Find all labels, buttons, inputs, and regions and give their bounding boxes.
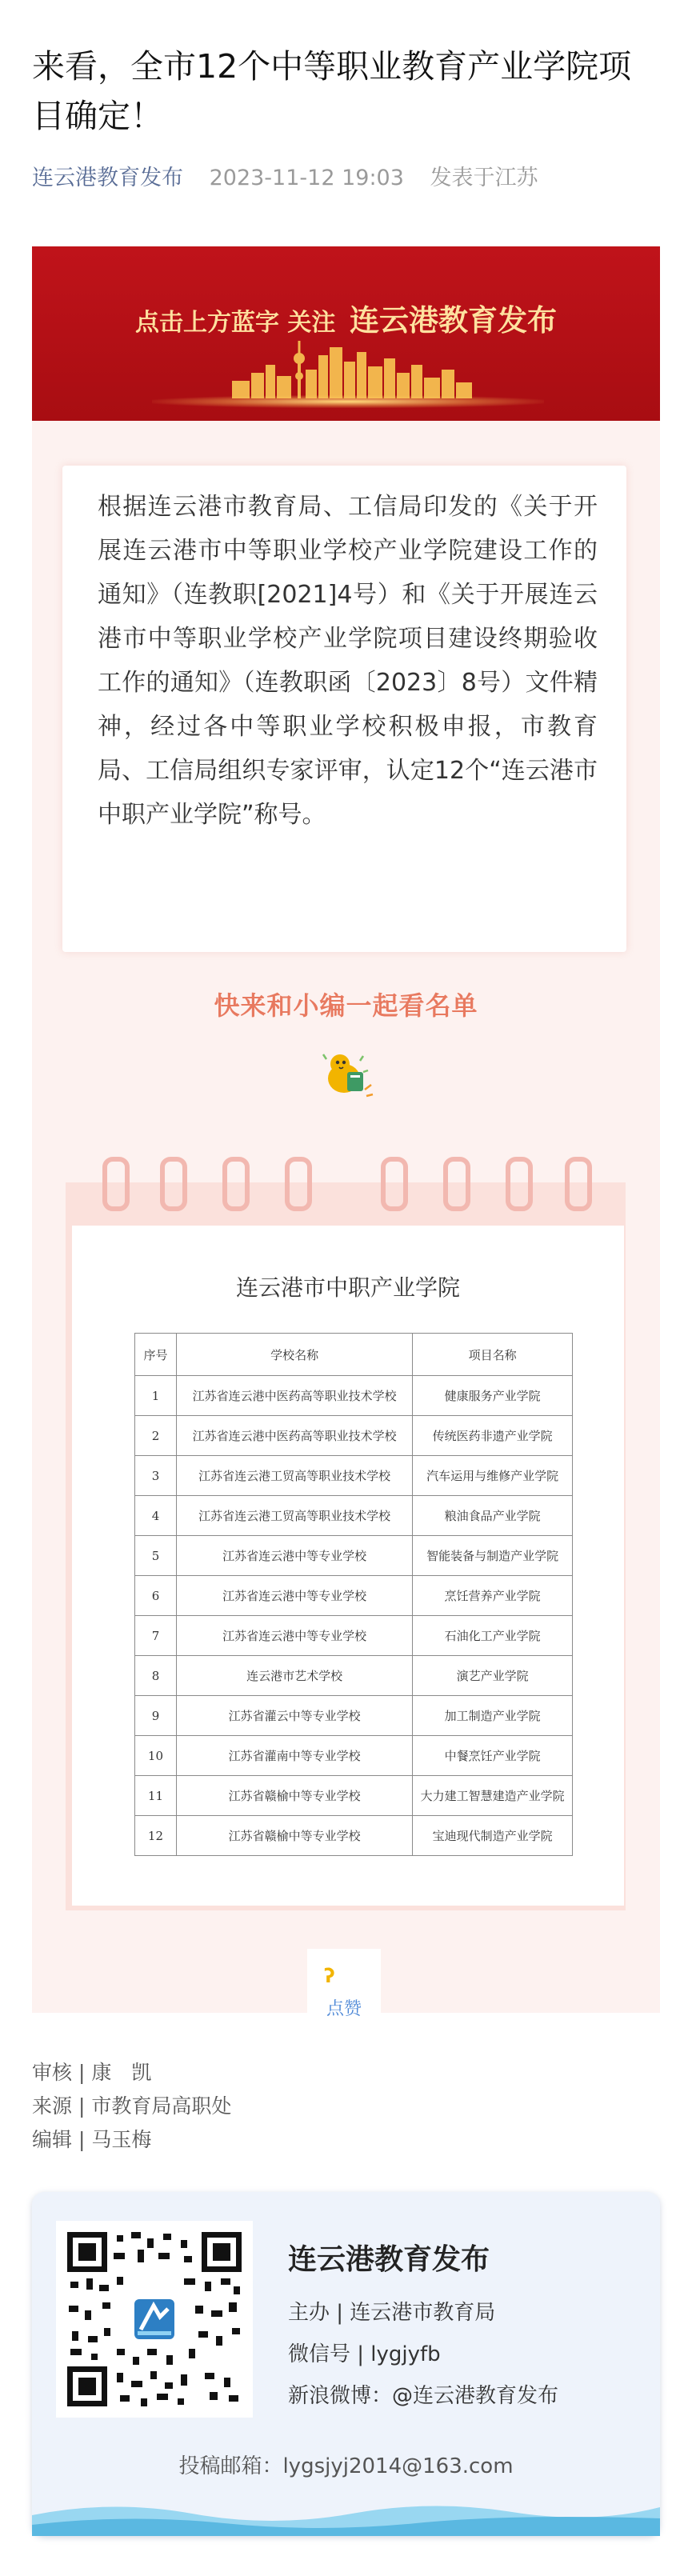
account-host: 主办 | 连云港市教育局 [288, 2301, 496, 2325]
row-school: 江苏省连云港中等专业学校 [176, 1536, 412, 1576]
row-project: 传统医药非遗产业学院 [413, 1416, 573, 1456]
row-project: 大力建工智慧建造产业学院 [413, 1776, 573, 1816]
row-project: 石油化工产业学院 [413, 1616, 573, 1656]
table-row [135, 1696, 573, 1736]
row-index: 5 [135, 1536, 177, 1576]
list-title: 连云港市中职产业学院 [235, 1274, 460, 1301]
account-wechat: 微信号 | lygjyfb [288, 2342, 441, 2366]
table-row [135, 1616, 573, 1656]
account-weibo: 新浪微博：@连云港教育发布 [288, 2384, 559, 2408]
schools-table [134, 1333, 573, 1856]
row-project: 中餐烹饪产业学院 [413, 1736, 573, 1776]
row-school: 连云港市艺术学校 [176, 1656, 412, 1696]
row-school: 江苏省连云港工贸高等职业技术学校 [176, 1456, 412, 1496]
intro-paragraph: 根据连云港市教育局、工信局印发的《关于开展连云港市中等职业学校产业学院建设工作的通知》（连教职[2021]4号）和《关于开展连云港市中等职业学校产业学院项目建设终期验收工作的通知》（连教职函〔2023〕8号）文件精神，经过各中等职业学校积极申报，市教育局、工信局组织专家评审，认定12个“连云港市中职产业学院”称号。 [98, 493, 598, 829]
binder-ring-icon [443, 1157, 470, 1211]
credit-source: 来源 | 市教育局高职处 [32, 2094, 232, 2118]
binder-ring-icon [222, 1157, 250, 1211]
row-index: 1 [135, 1376, 177, 1416]
binder-ring-icon [381, 1157, 408, 1211]
follow-banner[interactable] [32, 246, 660, 421]
row-index: 12 [135, 1816, 177, 1856]
table-row [135, 1536, 573, 1576]
row-index: 4 [135, 1496, 177, 1536]
banner-prompt: 点击上方蓝字 关注 [134, 309, 336, 337]
qr-code[interactable] [56, 2221, 253, 2418]
row-index: 10 [135, 1736, 177, 1776]
row-project: 加工制造产业学院 [413, 1696, 573, 1736]
table-row [135, 1576, 573, 1616]
table-row [135, 1656, 573, 1696]
row-school: 江苏省连云港工贸高等职业技术学校 [176, 1496, 412, 1536]
row-index: 3 [135, 1456, 177, 1496]
header-school: 学校名称 [176, 1334, 412, 1376]
row-index: 8 [135, 1656, 177, 1696]
wave-decoration [32, 2496, 660, 2536]
row-project: 宝迪现代制造产业学院 [413, 1816, 573, 1856]
article-title: 来看，全市12个中等职业教育产业学院项目确定！ [32, 47, 632, 135]
row-index: 6 [135, 1576, 177, 1616]
banner-account: 连云港教育发布 [350, 303, 558, 338]
binder-ring-icon [285, 1157, 312, 1211]
city-skyline-icon [232, 341, 472, 398]
table-header-row [135, 1334, 573, 1376]
table-row [135, 1776, 573, 1816]
banner-glow [152, 395, 544, 408]
row-index: 2 [135, 1416, 177, 1456]
row-project: 演艺产业学院 [413, 1656, 573, 1696]
publish-date: 2023-11-12 19:03 [209, 166, 404, 190]
credit-reviewer: 审核 | 康 凯 [32, 2061, 152, 2084]
row-project: 健康服务产业学院 [413, 1376, 573, 1416]
like-hand-icon[interactable]: ʔ [324, 1965, 335, 1987]
binder-ring-icon [506, 1157, 533, 1211]
table-row [135, 1456, 573, 1496]
author-link[interactable]: 连云港教育发布 [32, 166, 183, 190]
row-school: 江苏省连云港中等专业学校 [176, 1616, 412, 1656]
row-school: 江苏省赣榆中等专业学校 [176, 1816, 412, 1856]
credits [32, 2056, 231, 2157]
qr-code-icon [64, 2229, 245, 2410]
row-project: 汽车运用与维修产业学院 [413, 1456, 573, 1496]
row-school: 江苏省赣榆中等专业学校 [176, 1776, 412, 1816]
row-school: 江苏省连云港中医药高等职业技术学校 [176, 1376, 412, 1416]
header-index: 序号 [135, 1334, 177, 1376]
row-index: 7 [135, 1616, 177, 1656]
binder-ring-icon [160, 1157, 187, 1211]
row-project: 智能装备与制造产业学院 [413, 1536, 573, 1576]
table-row [135, 1496, 573, 1536]
row-school: 江苏省连云港中医药高等职业技术学校 [176, 1416, 412, 1456]
header-project: 项目名称 [413, 1334, 573, 1376]
row-index: 11 [135, 1776, 177, 1816]
list-subheading: 快来和小编一起看名单 [214, 990, 478, 1021]
binder-ring-icon [102, 1157, 130, 1211]
row-school: 江苏省灌南中等专业学校 [176, 1736, 412, 1776]
row-school: 江苏省连云港中等专业学校 [176, 1576, 412, 1616]
binder-ring-icon [565, 1157, 592, 1211]
row-project: 烹饪营养产业学院 [413, 1576, 573, 1616]
table-row [135, 1736, 573, 1776]
submission-email: 投稿邮箱：lygsjyj2014@163.com [178, 2454, 514, 2478]
row-index: 9 [135, 1696, 177, 1736]
credit-editor: 编辑 | 马玉梅 [32, 2128, 152, 2151]
publish-location: 发表于江苏 [430, 166, 538, 190]
article-meta [32, 160, 538, 191]
like-label[interactable]: 点赞 [326, 1999, 362, 2019]
account-name: 连云港教育发布 [288, 2243, 490, 2276]
table-row [135, 1416, 573, 1456]
row-school: 江苏省灌云中等专业学校 [176, 1696, 412, 1736]
mascot-icon [315, 1048, 376, 1104]
table-row [135, 1816, 573, 1856]
row-project: 粮油食品产业学院 [413, 1496, 573, 1536]
table-row [135, 1376, 573, 1416]
